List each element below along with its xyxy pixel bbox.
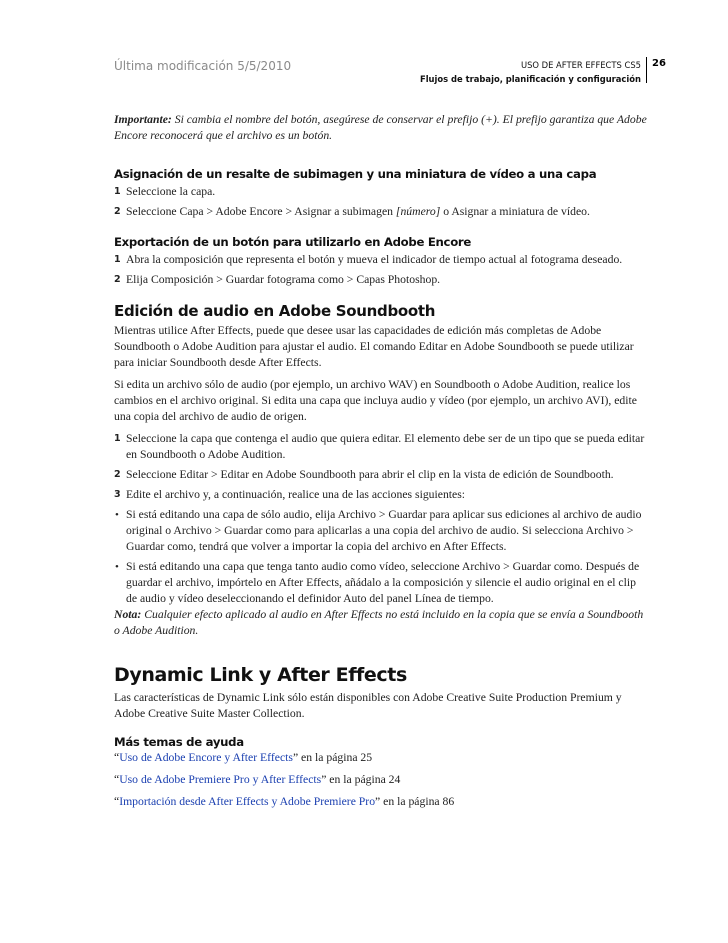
list-item	[114, 507, 647, 555]
doc-title: USO DE AFTER EFFECTS CS5	[520, 60, 641, 70]
quote-open: “	[114, 773, 120, 786]
paragraph: Las características de Dynamic Link sólo están disponibles con Adobe Creative Suite Production Premium y Adobe Creative Suite Master Collection.	[114, 691, 622, 720]
step-text: Edite el archivo y, a continuación, realice una de las acciones siguientes:	[126, 488, 466, 501]
step-number: 2	[114, 469, 121, 480]
step-text: o Asignar a miniatura de vídeo.	[440, 205, 590, 218]
bullet-text: Si está editando una capa que tenga tanto audio como vídeo, seleccione Archivo > Guardar como. Después de guardar el archivo, impórtelo en After Effects, añádalo a la composición y silencie el audio original en el clip de audio y vídeo deseleccionando el definidor Auto del panel Línea de tiempo.	[126, 560, 640, 605]
bullet-icon: •	[115, 509, 119, 521]
quote-open: “	[114, 795, 120, 808]
link-premiere[interactable]: Uso de Adobe Premiere Pro y After Effects	[119, 773, 322, 786]
heading-audio: Edición de audio en Adobe Soundbooth	[114, 302, 436, 320]
running-header	[420, 58, 641, 86]
list-item	[114, 272, 647, 288]
last-modified: Última modificación 5/5/2010	[114, 59, 292, 73]
step-number: 2	[114, 274, 121, 285]
step-text: Seleccione Editar > Editar en Adobe Soundbooth para abrir el clip en la vista de edición de Soundbooth.	[126, 468, 614, 481]
page-content	[114, 112, 647, 810]
list-item	[114, 252, 647, 268]
bullet-icon: •	[115, 561, 119, 573]
step-number: 2	[114, 206, 121, 217]
paragraph: Mientras utilice After Effects, puede que desee usar las capacidades de edición más completas de Adobe Soundbooth o Adobe Audition para ajustar el audio. El comando Editar en Adobe Soundbooth se puede utilizar para iniciar Soundbooth desde After Effects.	[114, 324, 634, 369]
link-tail: ” en la página 25	[292, 751, 373, 764]
related-link-item	[114, 794, 647, 810]
related-link-item	[114, 750, 647, 766]
page-number: 26	[652, 58, 666, 69]
step-number: 3	[114, 489, 121, 500]
step-text: Elija Composición > Guardar fotograma como > Capas Photoshop.	[126, 273, 441, 286]
heading-more-topics: Más temas de ayuda	[114, 735, 244, 749]
header-divider	[646, 57, 647, 83]
step-text: Seleccione Capa > Adobe Encore > Asignar a subimagen	[126, 205, 396, 218]
link-import[interactable]: Importación desde After Effects y Adobe Premiere Pro	[119, 795, 376, 808]
step-number: 1	[114, 186, 121, 197]
step-text-em: [número]	[395, 205, 441, 218]
note-label: Nota:	[114, 608, 142, 621]
link-encore[interactable]: Uso de Adobe Encore y After Effects	[119, 751, 293, 764]
related-link-item	[114, 772, 647, 788]
step-text: Abra la composición que representa el botón y mueva el indicador de tiempo actual al fotograma deseado.	[126, 253, 623, 266]
bullet-text: Si está editando una capa de sólo audio, elija Archivo > Guardar para aplicar sus ediciones al archivo de audio original o Archivo > Guardar como para aplicarlas a una copia del archivo de audio. Si selecciona Archivo > Guardar como, tendrá que volver a importar la copia del archivo en After Effects.	[126, 508, 642, 553]
note-text: Cualquier efecto aplicado al audio en After Effects no está incluido en la copia que se envía a Soundbooth o Adobe Audition.	[114, 608, 644, 637]
list-item	[114, 431, 647, 463]
list-item	[114, 559, 647, 607]
section-title: Flujos de trabajo, planificación y configuración	[419, 74, 641, 84]
step-number: 1	[114, 254, 121, 265]
list-item	[114, 184, 647, 200]
step-text: Seleccione la capa que contenga el audio que quiera editar. El elemento debe ser de un tipo que se pueda editar en Soundbooth o Adobe Audition.	[126, 432, 645, 461]
important-label: Importante:	[114, 113, 172, 126]
heading-subimage: Asignación de un resalte de subimagen y una miniatura de vídeo a una capa	[114, 167, 597, 181]
list-item	[114, 487, 647, 503]
step-number: 1	[114, 433, 121, 444]
list-item	[114, 467, 647, 483]
heading-export: Exportación de un botón para utilizarlo en Adobe Encore	[114, 235, 472, 249]
quote-open: “	[114, 751, 120, 764]
note	[114, 607, 647, 639]
list-item	[114, 204, 647, 220]
step-text: Seleccione la capa.	[126, 185, 216, 198]
link-tail: ” en la página 24	[321, 773, 401, 786]
heading-dynamic-link: Dynamic Link y After Effects	[114, 664, 407, 686]
link-tail: ” en la página 86	[375, 795, 455, 808]
paragraph: Si edita un archivo sólo de audio (por ejemplo, un archivo WAV) en Soundbooth o Adobe Audition, realice los cambios en el archivo original. Si edita una capa que incluya audio y vídeo (por ejemplo, un archivo AVI), edite una copia del archivo de audio de origen.	[114, 378, 637, 423]
important-note	[114, 112, 647, 144]
important-text: Si cambia el nombre del botón, asegúrese de conservar el prefijo (+). El prefijo garantiza que Adobe Encore reconocerá que el archivo es un botón.	[114, 113, 647, 142]
